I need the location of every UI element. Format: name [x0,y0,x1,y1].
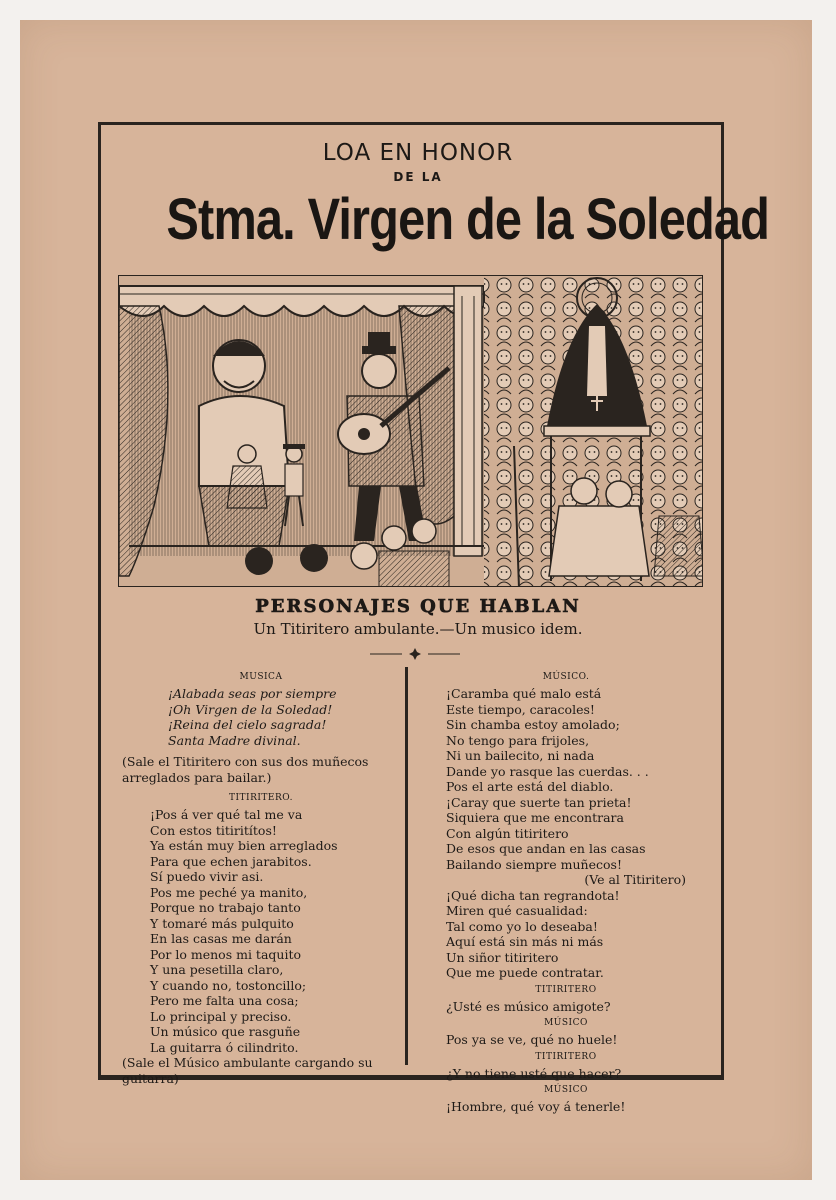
verse-line: Un músico que rasguñe [150,1024,301,1039]
speaker-heading: TITIRITERO. [228,793,293,803]
characters-heading: PERSONAJES QUE HABLAN [255,596,581,617]
verse-line: Pos me peché ya manito, [150,884,308,900]
verse-line: Bailando siempre muñecos! [446,856,622,872]
verse-line: En las casas me darán [150,931,292,946]
verse-line: Y tomaré más pulquito [150,915,294,931]
verse-line: Y cuando no, tostoncillo; [150,977,307,993]
verse-line: ¡Oh Virgen de la Soledad! [168,701,333,717]
verse-line: La guitarra ó cilindrito. [150,1039,299,1055]
verse-line: Sí puedo vivir asi. [150,869,264,884]
speaker-heading: TITIRITERO [535,1051,597,1062]
left-column [122,668,400,1086]
speaker-heading: TITIRITERO [535,984,597,995]
verse-line: Pos el arte está del diablo. [446,779,614,794]
verse-line: Lo principal y preciso. [150,1008,292,1024]
verse-line: Con algún titiritero [446,825,569,841]
verse-line: ¡Pos á ver qué tal me va [150,807,303,822]
verse-line: Porque no trabajo tanto [150,900,301,915]
verse-line: Miren qué casualidad: [446,903,588,918]
verse-line: ¡Reina del cielo sagrada! [168,717,327,732]
verse-line: De esos que andan en las casas [446,841,646,856]
verse-line: No tengo para frijoles, [446,732,590,748]
verse-line: Pero me falta una cosa; [150,993,299,1008]
verse-line: Para que echen jarabitos. [150,853,312,869]
stage-direction: (Ve al Titiritero) [584,872,686,887]
page-title: Stma. Virgen de la Soledad [166,187,770,252]
ornament-divider-icon [370,645,460,657]
verse-line: Ni un bailecito, ni nada [446,748,595,763]
title-line-2: DE LA [393,170,443,184]
stage-direction: (Sale el Titiritero con sus dos muñecos arreglados para bailar.) [122,754,369,785]
speaker-heading: MUSICA [239,672,283,682]
verse-line: Que me puede contratar. [446,965,604,980]
speaker-heading: MÚSICO. [542,672,590,682]
column-divider [405,667,408,1065]
verse-line: Por lo menos mi taquito [150,946,301,962]
speaker-heading: MÚSICO [544,1018,588,1028]
verse-line: Pos ya se ve, qué no huele! [446,1032,618,1047]
verse-line: Santa Madre divinal. [168,732,301,748]
verse-line: ¿Y no tiene usté que hacer? [446,1065,622,1081]
verse-line: Con estos titiritítos! [150,822,277,838]
puppet-show-engraving-icon [118,275,703,587]
stage-direction: (Sale el Músico ambulante cargando su guitarra) [122,1055,373,1086]
speaker-heading: MÚSICO [544,1085,588,1095]
title-line-1: LOA EN HONOR [322,140,514,166]
verse-line: ¡Alabada seas por siempre [168,686,337,701]
verse-line: Y una pesetilla claro, [150,962,284,977]
verse-line: Aquí está sin más ni más [446,934,604,949]
verse-line: ¿Usté es músico amigote? [446,998,611,1014]
verse-line: Dande yo rasque las cuerdas. . . [446,763,649,779]
verse-line: ¡Caray que suerte tan prieta! [446,794,632,810]
verse-line: ¡Hombre, qué voy á tenerle! [446,1099,626,1114]
verse-line: ¡Qué dicha tan regrandota! [446,887,620,903]
verse-line: ¡Caramba qué malo está [446,686,602,701]
verse-line: Siquiera que me encontrara [446,810,624,825]
characters-subheading: Un Titiritero ambulante.—Un musico idem. [253,620,583,638]
verse-line: Un siñor titiritero [446,949,559,965]
verse-line: Sin chamba estoy amolado; [446,717,620,732]
verse-line: Este tiempo, caracoles! [446,701,595,717]
verse-line: Tal como yo lo deseaba! [446,918,598,934]
verse-line: Ya están muy bien arreglados [150,838,338,853]
right-column [446,668,686,1115]
